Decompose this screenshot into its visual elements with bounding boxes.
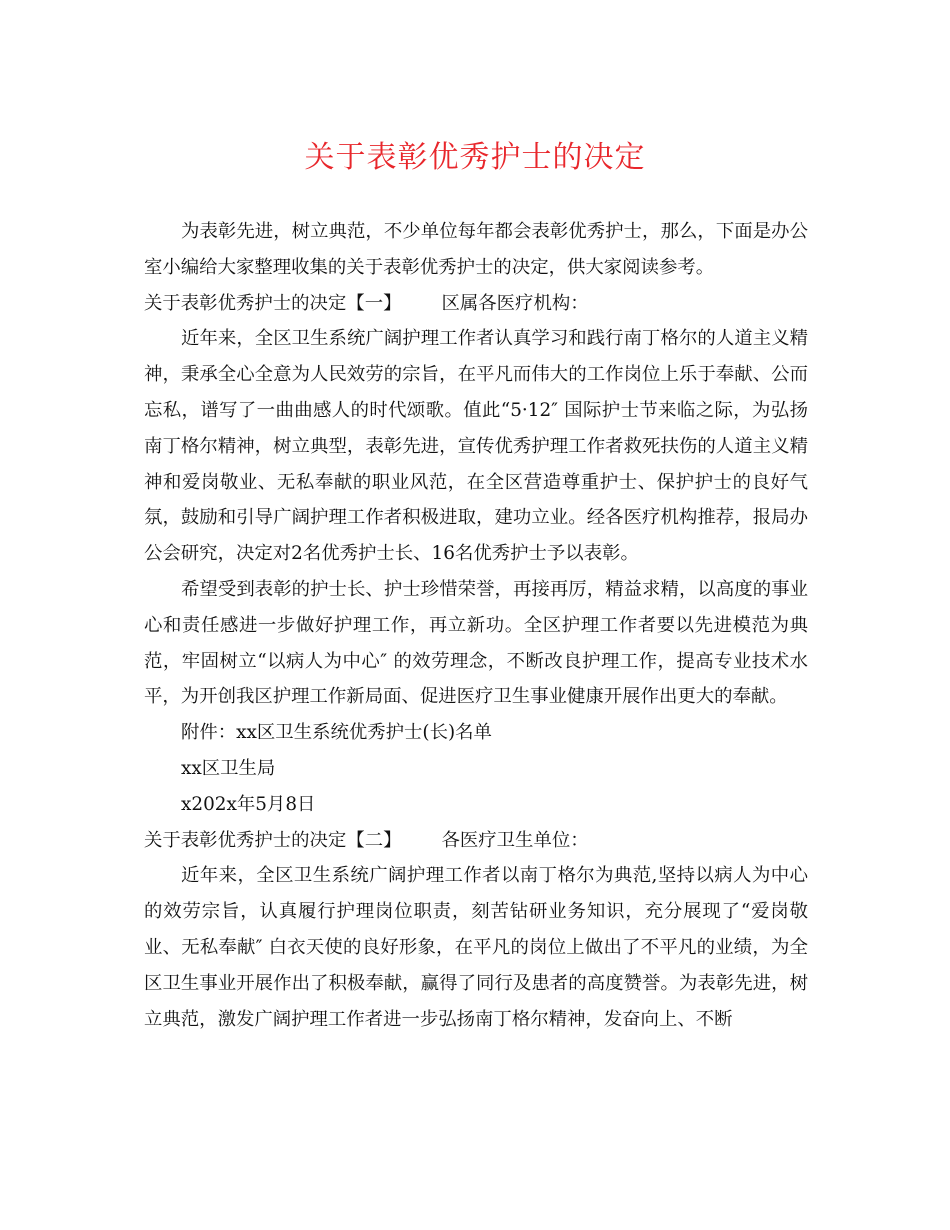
- document-body: [144, 214, 808, 1037]
- attachment-line: 附件：xx区卫生系统优秀护士(长)名单: [181, 722, 492, 744]
- section-2-heading: 关于表彰优秀护士的决定【二】: [144, 829, 402, 851]
- section-1-paragraph-1: 近年来，全区卫生系统广阔护理工作者认真学习和践行南丁格尔的人道主义精神，秉承全心全意为人民效劳的宗旨，在平凡而伟大的工作岗位上乐于奉献、公而忘私，谱写了一曲曲感人的时代颂歌。值此“5·12″ 国际护士节来临之际，为弘扬南丁格尔精神，树立典型，表彰先进，宣传优秀护理工作者救死扶伤的人道主义精神和爱岗敬业、无私奉献的职业风范，在全区营造尊重护士、保护护士的良好气氛，鼓励和引导广阔护理工作者积极进取，建功立业。经各医疗机构推荐，报局办公会研究，决定对2名优秀护士长、16名优秀护士予以表彰。: [144, 328, 808, 565]
- section-1-heading: 关于表彰优秀护士的决定【一】: [144, 292, 402, 314]
- intro-paragraph: 为表彰先进，树立典范，不少单位每年都会表彰优秀护士，那么，下面是办公室小编给大家整理收集的关于表彰优秀护士的决定，供大家阅读参考。: [144, 221, 808, 278]
- section-2-addressee: 各医疗卫生单位：: [441, 829, 589, 851]
- section-2-heading-line: [144, 823, 808, 859]
- section-1-addressee: 区属各医疗机构：: [441, 292, 589, 314]
- document-title: 关于表彰优秀护士的决定: [304, 140, 646, 175]
- section-2-paragraph-1: 近年来，全区卫生系统广阔护理工作者以南丁格尔为典范,坚持以病人为中心的效劳宗旨，认真履行护理岗位职责，刻苦钻研业务知识，充分展现了“爱岗敬业、无私奉献″ 白衣天使的良好形象，在平凡的岗位上做出了不平凡的业绩，为全区卫生事业开展作出了积极奉献，赢得了同行及患者的高度赞誉。为表彰先进，树立典范，激发广阔护理工作者进一步弘扬南丁格尔精神，发奋向上、不断: [144, 865, 808, 1030]
- date-line: x202x年5月8日: [181, 793, 316, 815]
- signature-line: xx区卫生局: [181, 757, 276, 779]
- section-1-heading-line: [144, 286, 808, 322]
- section-1-paragraph-2: 希望受到表彰的护士长、护士珍惜荣誉，再接再厉，精益求精，以高度的事业心和责任感进一步做好护理工作，再立新功。全区护理工作者要以先进模范为典范，牢固树立“以病人为中心″ 的效劳理念，不断改良护理工作，提高专业技术水平，为开创我区护理工作新局面、促进医疗卫生事业健康开展作出更大的奉献。: [144, 578, 808, 708]
